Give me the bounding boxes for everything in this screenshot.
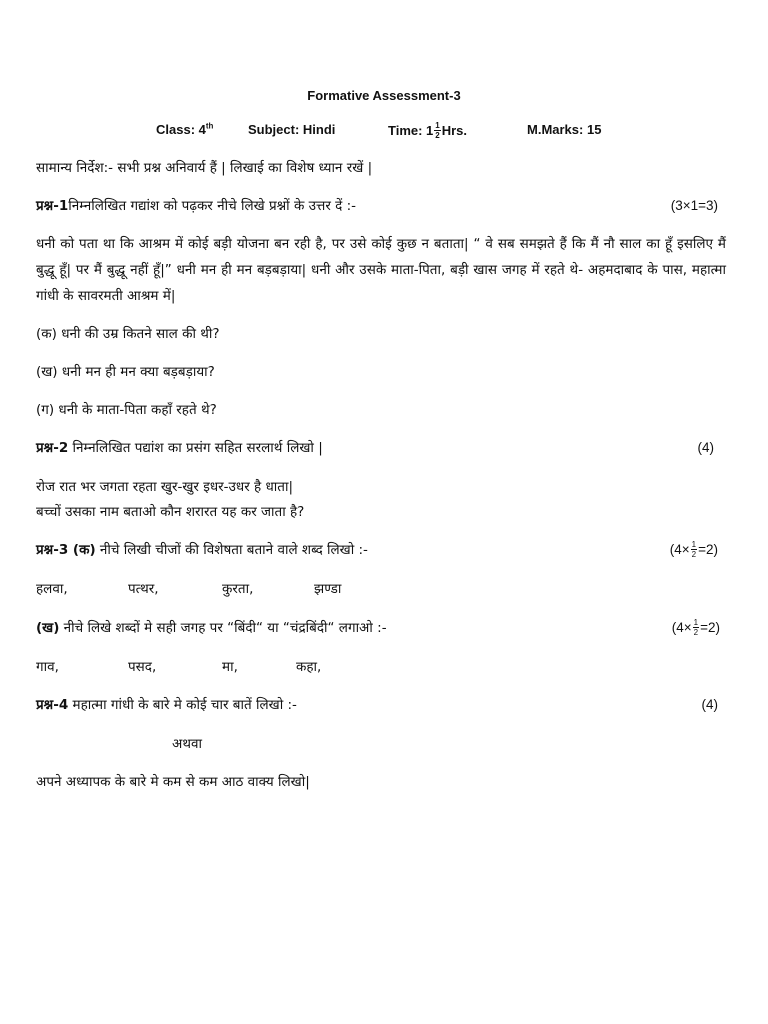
question-4-label: प्रश्न-4	[36, 697, 69, 713]
word-b-3: मा,	[222, 659, 238, 675]
word-a-1: हलवा,	[36, 581, 68, 597]
question-1-passage: धनी को पता था कि आश्रम में कोई बड़ी योजना बन रही है, पर उसे कोई कुछ न बताता| “ वे सब समझते हैं कि मैं नौ साल का हूँ इसलिए मैं बुद्धू हूँ| पर मैं बुद्धू नहीं हूँ|” धनी मन ही मन बड़बड़ाया| धनी और उसके माता-पिता, बड़ी खास जगह में रहते थे- अहमदाबाद के पास, महात्मा गांधी के सावरमती आश्रम में|	[36, 236, 726, 304]
page-title: Formative Assessment-3	[307, 88, 461, 103]
question-1-sub-b: (ख) धनी मन ही मन क्या बड़बड़ाया?	[36, 364, 215, 380]
question-2-marks: (4)	[697, 440, 714, 455]
question-4-text: महात्मा गांधी के बारे मे कोई चार बातें लिखो :-	[68, 697, 297, 713]
general-instructions: सामान्य निर्देश:- सभी प्रश्न अनिवार्य हैं | लिखाई का विशेष ध्यान रखें |	[36, 160, 373, 176]
question-1	[36, 196, 356, 214]
question-3	[36, 540, 368, 558]
class-label: Class: 4	[156, 122, 206, 137]
question-3-part-b-marks-fraction: $\frac{1}{2}$	[693, 617, 699, 637]
question-3-label: प्रश्न-3 (क)	[36, 542, 96, 558]
time-prefix: Time: 1	[388, 122, 434, 138]
poem-line-1: रोज रात भर जगता रहता खुर-खुर इधर-उधर है धाता|	[36, 479, 294, 495]
subject-info: Subject: Hindi	[248, 122, 336, 137]
question-1-label: प्रश्न-1	[36, 198, 69, 214]
question-2-text: निम्नलिखित पद्यांश का प्रसंग सहित सरलार्थ लिखो |	[68, 440, 323, 456]
question-3-part-b-text: नीचे लिखे शब्दों मे सही जगह पर “बिंदी“ या “चंद्रबिंदी“ लगाओ :-	[59, 620, 387, 636]
poem-line-2: बच्चों उसका नाम बताओ कौन शरारत यह कर जाता है?	[36, 504, 305, 520]
question-1-text: निम्नलिखित गद्यांश को पढ़कर नीचे लिखे प्रश्नों के उत्तर दें :-	[68, 198, 357, 214]
or-separator: अथवा	[172, 736, 202, 752]
question-1-sub-c: (ग) धनी के माता-पिता कहाँ रहते थे?	[36, 402, 217, 418]
question-3-part-b	[36, 618, 387, 636]
question-3-part-b-marks: (4× $\frac{1}{2}$ =2)	[671, 617, 720, 637]
word-b-2: पसद,	[128, 659, 157, 675]
question-4	[36, 695, 297, 713]
question-3-text: नीचे लिखी चीजों की विशेषता बताने वाले शब्द लिखो :-	[95, 542, 368, 558]
question-3-marks: (4× $\frac{1}{2}$ =2)	[669, 539, 718, 559]
question-2-label: प्रश्न-2	[36, 440, 69, 456]
question-1-marks: (3×1=3)	[670, 198, 718, 213]
word-a-2: पत्थर,	[128, 581, 159, 597]
time-info	[388, 117, 467, 143]
question-4-marks: (4)	[701, 697, 718, 712]
max-marks: M.Marks: 15	[527, 122, 602, 137]
question-1-sub-a: (क) धनी की उम्र कितने साल की थी?	[36, 326, 220, 342]
question-3-marks-fraction: $\frac{1}{2}$	[691, 539, 697, 559]
question-4-alternative: अपने अध्यापक के बारे मे कम से कम आठ वाक्य लिखो|	[36, 774, 310, 790]
word-b-4: कहा,	[296, 659, 322, 675]
word-b-1: गाव,	[36, 659, 59, 675]
word-a-3: कुरता,	[222, 581, 254, 597]
word-a-4: झण्डा	[314, 581, 342, 597]
time-fraction: $\frac{1}{2}$	[435, 120, 440, 140]
question-3-part-b-label: (ख)	[36, 620, 60, 636]
class-superscript: th	[205, 121, 214, 131]
time-suffix: Hrs.	[441, 122, 468, 138]
class-info	[156, 122, 213, 137]
question-2	[36, 438, 323, 456]
